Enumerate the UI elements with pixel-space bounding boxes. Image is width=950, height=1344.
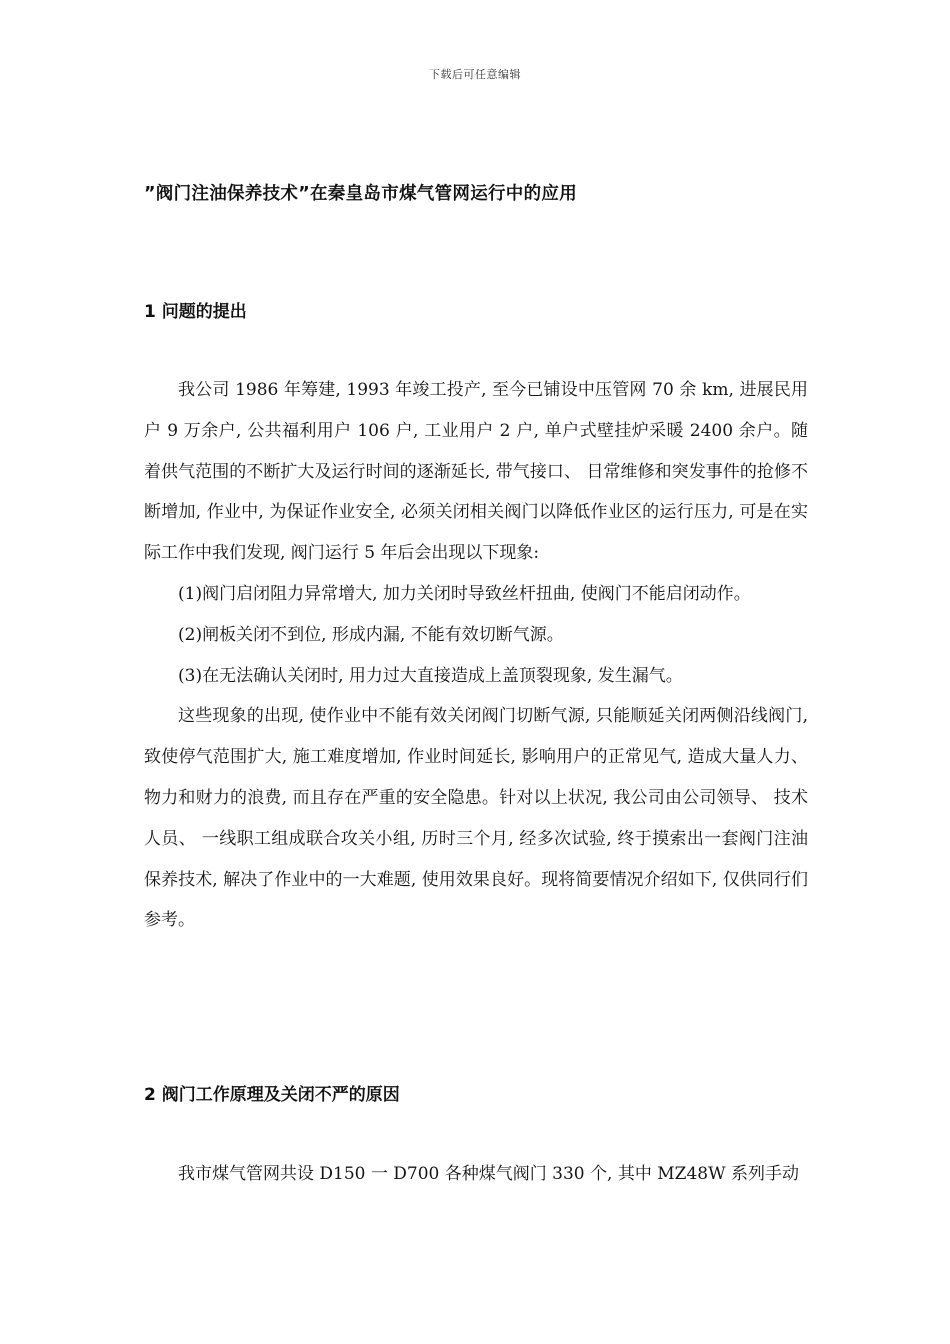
paragraph: (1)阀门启闭阻力异常增大, 加力关闭时导致丝杆扭曲, 使阀门不能启闭动作。 <box>178 583 751 604</box>
header-note: 下载后可任意编辑 <box>429 68 521 81</box>
paragraph: (2)闸板关闭不到位, 形成内漏, 不能有效切断气源。 <box>178 624 564 645</box>
section-2-body <box>144 1154 808 1195</box>
section-heading-2: 2 阀门工作原理及关闭不严的原因 <box>144 1085 400 1105</box>
paragraph: 这些现象的出现, 使作业中不能有效关闭阀门切断气源, 只能顺延关闭两侧沿线阀门, 致使停气范围扩大, 施工难度增加, 作业时间延长, 影响用户的正常见气, 造成大量人力、 物力和财力的浪费, 而且存在严重的安全隐患。针对以上状况, 我公司由公司领导、 技术人员、 一线职工组成联合攻关小组, 历时三个月, 经多次试验, 终于摸索出一套阀门注油保养技术, 解决了作业中的一大难题, 使用效果良好。现将简要情况介绍如下, 仅供同行们参考。 <box>144 706 808 931</box>
section-heading-1: 1 问题的提出 <box>144 302 247 322</box>
section-1-body <box>144 370 808 941</box>
paragraph: 我市煤气管网共设 D150 一 D700 各种煤气阀门 330 个, 其中 MZ48W 系列手动 <box>178 1164 799 1184</box>
paragraph: 我公司 1986 年筹建, 1993 年竣工投产, 至今已铺设中压管网 70 余 km, 进展民用户 9 万余户, 公共福利用户 106 户, 工业用户 2 户, 单户式壁挂炉采暖 2400 余户。随着供气范围的不断扩大及运行时间的逐渐延长, 带气接口、 日常维修和突发事件的抢修不断增加, 作业中, 为保证作业安全, 必须关闭相关阀门以降低作业区的运行压力, 可是在实际工作中我们发现, 阀门运行 5 年后会出现以下现象: <box>144 380 808 564</box>
paragraph: (3)在无法确认关闭时, 用力过大直接造成上盖顶裂现象, 发生漏气。 <box>178 665 683 686</box>
document-title: ”阀门注油保养技术”在秦皇岛市煤气管网运行中的应用 <box>144 184 578 204</box>
